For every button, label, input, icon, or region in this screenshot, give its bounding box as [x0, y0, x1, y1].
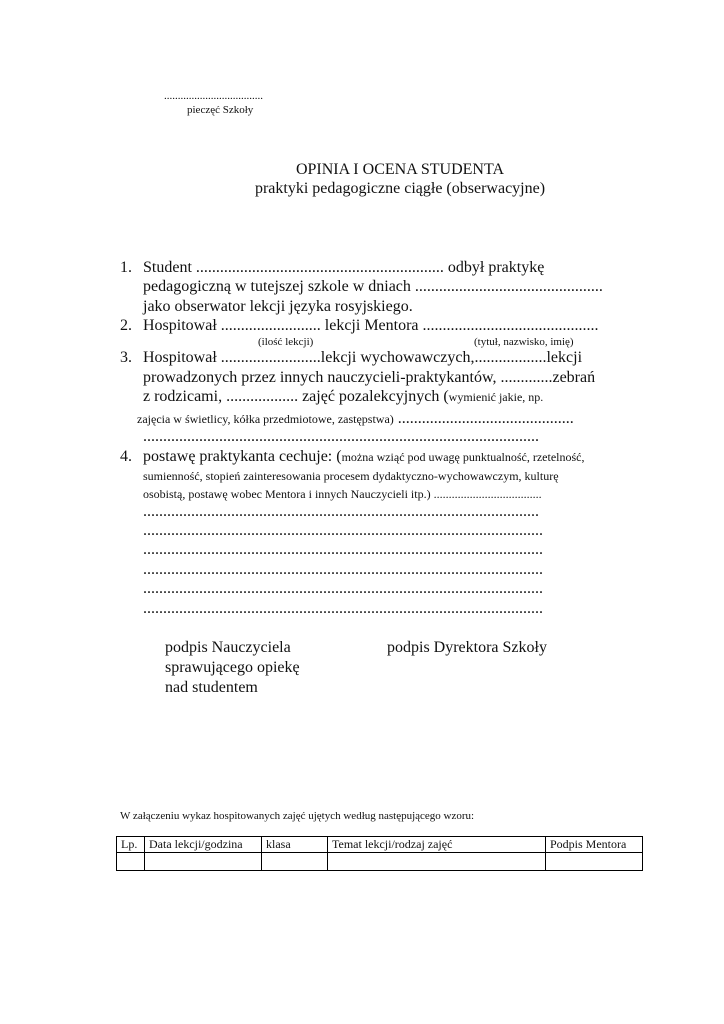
item-1-line-3: jako obserwator lekcji języka rosyjskiego.: [143, 298, 413, 315]
teacher-signature-line-2: sprawującego opiekę: [165, 659, 300, 676]
annex-cell: [145, 853, 262, 871]
item-4-line-2: sumienność, stopień zainteresowania procesem dydaktyczno-wychowawczym, kulturę: [143, 469, 559, 483]
item-4-dots-1: ...................................................................................................: [143, 503, 539, 520]
item-4-dots-5: ....................................................................................................: [143, 580, 543, 597]
stamp-dots: ....................................: [164, 90, 263, 102]
annex-table-header-row: [117, 837, 643, 853]
item-4-number: 4.: [120, 448, 132, 465]
annex-table-empty-row: [117, 853, 643, 871]
item-4-dots-4: ....................................................................................................: [143, 561, 543, 578]
item-2-hint-name: (tytuł, nazwisko, imię): [474, 336, 574, 348]
annex-cell: [117, 853, 145, 871]
item-4-dots-3: ....................................................................................................: [143, 541, 543, 558]
annex-table: [116, 836, 643, 871]
item-3-line-4-dots: ............................................: [393, 410, 574, 427]
annex-cell: [546, 853, 643, 871]
item-3-line-2: prowadzonych przez innych nauczycieli-praktykantów, .............zebrań: [143, 369, 596, 386]
item-3-line-5: ...................................................................................................: [143, 428, 539, 445]
item-2-line-1: Hospitował ......................... lekcji Mentora ............................................: [143, 317, 599, 334]
annex-col-topic: Temat lekcji/rodzaj zajęć: [328, 837, 546, 853]
director-signature: podpis Dyrektora Szkoły: [387, 639, 547, 656]
document-subtitle: praktyki pedagogiczne ciągłe (obserwacyjne): [254, 180, 546, 197]
annex-note: W załączeniu wykaz hospitowanych zajęć ujętych według następującego wzoru:: [120, 810, 475, 822]
item-4-line-1: [143, 448, 585, 466]
item-4-dots-2: ....................................................................................................: [143, 522, 543, 539]
annex-col-mentor-signature: Podpis Mentora: [546, 837, 643, 853]
annex-col-date: Data lekcji/godzina: [145, 837, 262, 853]
item-1-line-1: Student .............................................................. odbył praktykę: [143, 259, 545, 276]
item-3-line-3-main: z rodzicami, .................. zajęć pozalekcyjnych (: [143, 388, 449, 405]
item-2-number: 2.: [120, 317, 132, 334]
item-3-line-4: [137, 410, 574, 428]
item-4-line-1-main: postawę praktykanta cechuje: (: [143, 448, 342, 465]
teacher-signature-line-1: podpis Nauczyciela: [165, 639, 291, 656]
stamp-label: pieczęć Szkoły: [187, 104, 254, 116]
item-3-line-3: [143, 388, 543, 406]
document-title: OPINIA I OCENA STUDENTA: [295, 161, 505, 178]
annex-cell: [262, 853, 328, 871]
item-1-line-2: pedagogiczną w tutejszej szkole w dniach ...............................................: [143, 278, 603, 295]
annex-col-class: klasa: [262, 837, 328, 853]
item-3-line-4-small: zajęcia w świetlicy, kółka przedmiotowe, zastępstwa): [137, 412, 394, 426]
item-2-hint-count: (ilość lekcji): [258, 336, 314, 348]
item-3-line-3-small: wymienić jakie, np.: [448, 390, 544, 404]
annex-cell: [328, 853, 546, 871]
item-4-dots-6: ....................................................................................................: [143, 600, 543, 617]
item-1-number: 1.: [120, 259, 132, 276]
item-4-line-1-small: można wziąć pod uwagę punktualność, rzetelność,: [341, 450, 585, 464]
item-4-line-3: osobistą, postawę wobec Mentora i innych Nauczycieli itp.) ....................................: [143, 487, 542, 501]
item-3-line-1: Hospitował .........................lekcji wychowawczych,..................lekcji: [143, 349, 583, 366]
item-3-number: 3.: [120, 349, 132, 366]
teacher-signature-line-3: nad studentem: [165, 679, 258, 696]
annex-col-lp: Lp.: [117, 837, 145, 853]
